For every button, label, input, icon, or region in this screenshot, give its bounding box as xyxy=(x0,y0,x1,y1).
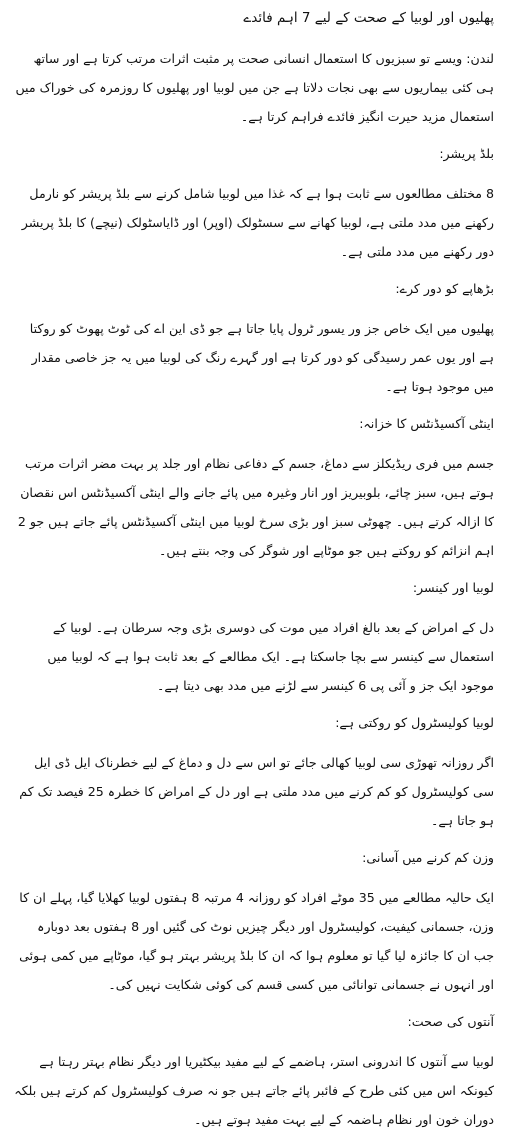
section-heading-blood-pressure: بلڈ پریشر: xyxy=(439,146,494,161)
section-heading-weight-loss: وزن کم کرنے میں آسانی: xyxy=(362,850,494,865)
article-title: پھلیوں اور لوبیا کے صحت کے لیے 7 اہم فائدے xyxy=(243,10,494,26)
section-heading-cancer: لوبیا اور کینسر: xyxy=(412,580,494,595)
section-body-cholesterol: اگر روزانہ تھوڑی سی لوبیا کھالی جائے تو اس سے دل و دماغ کے لیے خطرناک ایل ڈی ایل سی کولیسٹرول کو کم کرنے میں مدد ملتی ہے اور دل کے امراض کا خطرہ 25 فیصد تک کم ہو جاتا ہے۔ xyxy=(19,755,494,828)
section-body-antioxidants: جسم میں فری ریڈیکلز سے دماغ، جسم کے دفاعی نظام اور جلد پر بہت مضر اثرات مرتب ہوتے ہیں، سبز چائے، بلوبیریز اور انار وغیرہ میں پائے جانے والے اینٹی آکسیڈنٹس اس نقصان کا ازالہ کرتے ہیں۔ چھوٹی سبز اور بڑی سرخ لوبیا میں اینٹی آکسیڈنٹس پائے جاتے ہیں جو 2 اہم انزائم کو روکتے ہیں جو موٹاپے اور شوگر کی وجہ بنتے ہیں۔ xyxy=(17,456,494,558)
section-heading-cholesterol: لوبیا کولیسٹرول کو روکتی ہے: xyxy=(335,715,494,730)
section-body-aging: پھلیوں میں ایک خاص جز ور یسور ٹرول پایا جاتا ہے جو ڈی این اے کی ٹوٹ پھوٹ کو روکتا ہے اور یوں عمر رسیدگی کو دور کرتا ہے اور گہرے رنگ کی لوبیا میں یہ جز خاصی مقدار میں موجود ہوتا ہے۔ xyxy=(29,321,494,394)
section-body-cancer: دل کے امراض کے بعد بالغ افراد میں موت کی دوسری بڑی وجہ سرطان ہے۔ لوبیا کے استعمال سے کینسر سے بچا جاسکتا ہے۔ ایک مطالعے کے بعد ثابت ہوا ہے کہ لوبیا میں موجود ایک جز و آئی پی 6 کینسر سے لڑنے میں مدد بھی دیتا ہے۔ xyxy=(47,620,494,693)
intro-paragraph: لندن: ویسے تو سبزیوں کا استعمال انسانی صحت پر مثبت اثرات مرتب کرتا ہے اور ساتھ ہی کئی بیماریوں سے بھی نجات دلاتا ہے جن میں لوبیا اور پھلیوں کا روزمرہ کی خوراک میں استعمال مزید حیرت انگیز فائدے فراہم کرتا ہے۔ xyxy=(15,51,494,124)
section-heading-antioxidants: اینٹی آکسیڈنٹس کا خزانہ: xyxy=(359,416,494,431)
section-body-blood-pressure: 8 مختلف مطالعوں سے ثابت ہوا ہے کہ غذا میں لوبیا شامل کرنے سے بلڈ پریشر کو نارمل رکھنے میں مدد ملتی ہے، لوبیا کھانے سے سسٹولک (اوپر) اور ڈایاسٹولک (نیچے) کا بلڈ پریشر دور رکھنے میں مدد ملتی ہے۔ xyxy=(21,186,494,259)
section-body-gut-health: لوبیا سے آنتوں کا اندرونی استر، ہاضمے کے لیے مفید بیکٹیریا اور دیگر نظام بہتر رہتا ہے کیونکہ اس میں کئی طرح کے فائبر پائے جاتے ہیں جو نہ صرف کولیسٹرول کم کرتے ہیں بلکہ دوران خون اور نظام ہاضمہ کے لیے بہت مفید ہوتے ہیں۔ xyxy=(14,1054,494,1127)
section-heading-gut-health: آنتوں کی صحت: xyxy=(407,1014,494,1029)
section-heading-aging: بڑھاپے کو دور کرے: xyxy=(395,281,494,296)
section-body-weight-loss: ایک حالیہ مطالعے میں 35 موٹے افراد کو روزانہ 4 مرتبہ 8 ہفتوں لوبیا کھلایا گیا، پہلے ان کا وزن، جسمانی کیفیت، کولیسٹرول اور دیگر چیزیں نوٹ کی گئیں اور 8 ہفتوں بعد دوبارہ جب ان کا جائزہ لیا گیا تو معلوم ہوا کہ ان کا بلڈ پریشر بہتر ہو گیا، موٹاپے میں کمی ہوئی اور انہوں نے جسمانی توانائی میں کسی قسم کی کوئی شکایت نہیں کی۔ xyxy=(19,890,494,992)
